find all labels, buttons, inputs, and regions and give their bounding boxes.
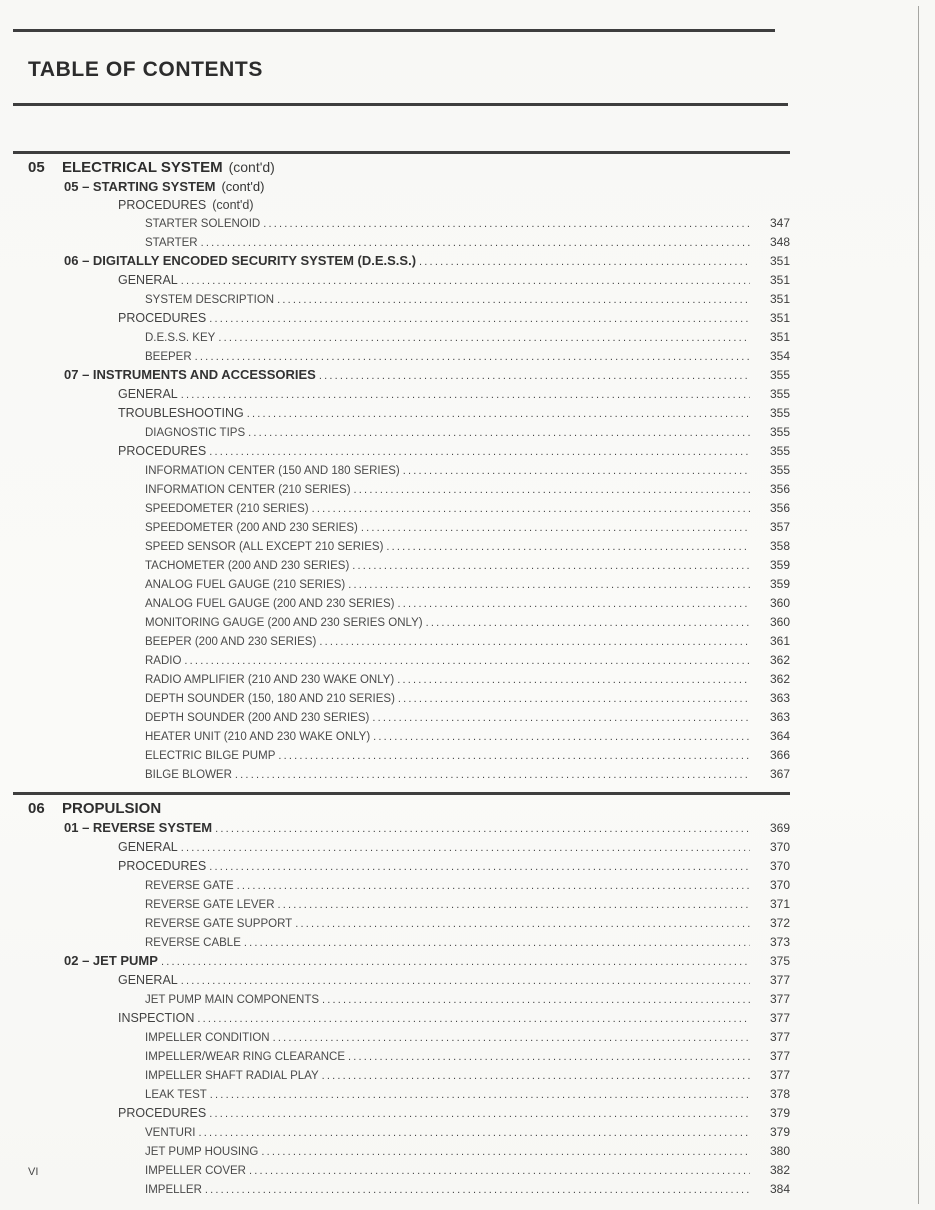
dot-leader [372, 709, 750, 727]
entry-label: REVERSE GATE [145, 880, 234, 892]
entry-page-number: 367 [769, 767, 790, 781]
dot-leader [181, 972, 750, 990]
dot-leader [322, 991, 750, 1009]
entry-label: REVERSE CABLE [145, 937, 241, 949]
entry-page-number: 356 [769, 482, 790, 496]
chapter-title: ELECTRICAL SYSTEM [62, 159, 223, 176]
entry-page-number: 358 [769, 539, 790, 553]
entry-page-number: 377 [769, 1049, 790, 1063]
entry-page-number: 384 [769, 1182, 790, 1196]
entry-page-number: 362 [769, 672, 790, 686]
dot-leader [218, 329, 750, 347]
entry-page-number: 359 [769, 558, 790, 572]
entry-suffix: (cont'd) [221, 179, 265, 194]
entry-label: INSPECTION [118, 1011, 195, 1025]
toc-entry [118, 196, 790, 214]
toc-entry [145, 290, 790, 309]
entry-label: ANALOG FUEL GAUGE (210 SERIES) [145, 579, 346, 591]
toc-entry [145, 914, 790, 933]
dot-leader [403, 462, 750, 480]
toc-entry [145, 670, 790, 689]
entry-page-number: 355 [769, 425, 790, 439]
dot-leader [181, 272, 750, 290]
toc-entry [145, 990, 790, 1009]
entry-page-number: 351 [769, 330, 790, 344]
dot-leader [209, 310, 750, 328]
chapter-divider-rule [13, 151, 790, 154]
toc-entry [145, 613, 790, 632]
toc-entry [145, 746, 790, 765]
toc-entry [64, 952, 790, 971]
entry-label: SPEEDOMETER (210 SERIES) [145, 503, 309, 515]
toc-entry [118, 1104, 790, 1123]
dot-leader [295, 915, 750, 933]
entry-page-number: 356 [769, 501, 790, 515]
dot-leader [398, 690, 750, 708]
toc-chapter-row [13, 798, 790, 819]
dot-leader [397, 671, 750, 689]
dot-leader [181, 386, 750, 404]
toc-entry [118, 857, 790, 876]
dot-leader [201, 234, 750, 252]
entry-page-number: 372 [769, 916, 790, 930]
entry-page-number: 357 [769, 520, 790, 534]
entry-label: VENTURI [145, 1127, 196, 1139]
entry-page-number: 380 [769, 1144, 790, 1158]
chapter-title: PROPULSION [62, 800, 162, 817]
top-rule [13, 29, 775, 32]
toc-entry [145, 347, 790, 366]
entry-label: GENERAL [118, 273, 178, 287]
dot-leader [348, 1048, 750, 1066]
entry-page-number: 354 [769, 349, 790, 363]
entry-label: SYSTEM DESCRIPTION [145, 294, 275, 306]
entry-page-number: 355 [769, 463, 790, 477]
dot-leader [181, 839, 750, 857]
toc-entry [145, 594, 790, 613]
dot-leader [354, 481, 750, 499]
toc-entry [145, 1085, 790, 1104]
dot-leader [348, 576, 750, 594]
entry-label: ANALOG FUEL GAUGE (200 AND 230 SERIES) [145, 598, 395, 610]
entry-page-number: 377 [769, 973, 790, 987]
dot-leader [184, 652, 750, 670]
toc-entry [64, 252, 790, 271]
dot-leader [278, 747, 750, 765]
toc-entry [118, 385, 790, 404]
entry-label: TACHOMETER (200 AND 230 SERIES) [145, 560, 350, 572]
entry-page-number: 363 [769, 710, 790, 724]
dot-leader [419, 253, 750, 271]
toc-entry [64, 819, 790, 838]
entry-label: PROCEDURES [118, 859, 207, 873]
dot-leader [277, 291, 750, 309]
entry-label: BEEPER (200 AND 230 SERIES) [145, 636, 317, 648]
toc-entry [145, 1142, 790, 1161]
toc-entry [145, 499, 790, 518]
entry-label: JET PUMP MAIN COMPONENTS [145, 994, 320, 1006]
entry-label: LEAK TEST [145, 1089, 207, 1101]
entry-page-number: 355 [769, 368, 790, 382]
toc-entry [64, 178, 790, 196]
entry-page-number: 347 [769, 216, 790, 230]
entry-label: JET PUMP HOUSING [145, 1146, 259, 1158]
dot-leader [247, 405, 750, 423]
entry-page-number: 379 [769, 1125, 790, 1139]
entry-label: SPEEDOMETER (200 AND 230 SERIES) [145, 522, 358, 534]
entry-label: DEPTH SOUNDER (200 AND 230 SERIES) [145, 712, 370, 724]
entry-page-number: 351 [769, 311, 790, 325]
entry-label: HEATER UNIT (210 AND 230 WAKE ONLY) [145, 731, 371, 743]
entry-label: INFORMATION CENTER (210 SERIES) [145, 484, 351, 496]
folio-page-number: VI [28, 1166, 39, 1178]
dot-leader [319, 367, 750, 385]
entry-page-number: 361 [769, 634, 790, 648]
entry-page-number: 370 [769, 878, 790, 892]
entry-page-number: 359 [769, 577, 790, 591]
entry-label: PROCEDURES [118, 444, 207, 458]
entry-label: MONITORING GAUGE (200 AND 230 SERIES ONLY) [145, 617, 423, 629]
entry-page-number: 370 [769, 840, 790, 854]
entry-label: INFORMATION CENTER (150 AND 180 SERIES) [145, 465, 400, 477]
entry-page-number: 363 [769, 691, 790, 705]
entry-label: IMPELLER CONDITION [145, 1032, 270, 1044]
toc-entry [145, 876, 790, 895]
chapter-number: 05 [28, 159, 45, 176]
toc-entry [145, 575, 790, 594]
dot-leader [261, 1143, 750, 1161]
entry-label: DEPTH SOUNDER (150, 180 AND 210 SERIES) [145, 693, 395, 705]
chapter-divider-rule [13, 792, 790, 795]
entry-label: RADIO AMPLIFIER (210 AND 230 WAKE ONLY) [145, 674, 395, 686]
entry-page-number: 355 [769, 444, 790, 458]
entry-label: PROCEDURES [118, 1106, 207, 1120]
dot-leader [237, 877, 750, 895]
toc-entry [145, 1066, 790, 1085]
entry-page-number: 377 [769, 1068, 790, 1082]
toc-entry [145, 480, 790, 499]
entry-page-number: 360 [769, 596, 790, 610]
dot-leader [209, 443, 750, 461]
entry-label: GENERAL [118, 840, 178, 854]
toc-entry [118, 404, 790, 423]
entry-page-number: 348 [769, 235, 790, 249]
dot-leader [426, 614, 750, 632]
entry-label: ELECTRIC BILGE PUMP [145, 750, 276, 762]
entry-page-number: 382 [769, 1163, 790, 1177]
dot-leader [319, 633, 750, 651]
dot-leader [312, 500, 750, 518]
toc-chapter-row [13, 157, 790, 178]
entry-label: REVERSE GATE SUPPORT [145, 918, 293, 930]
entry-page-number: 378 [769, 1087, 790, 1101]
entry-label: PROCEDURES [118, 311, 207, 325]
toc-entry [118, 1009, 790, 1028]
dot-leader [161, 953, 750, 971]
dot-leader [322, 1067, 750, 1085]
toc-entry [145, 461, 790, 480]
dot-leader [198, 1124, 750, 1142]
entry-page-number: 351 [769, 273, 790, 287]
entry-page-number: 369 [769, 821, 790, 835]
entry-page-number: 377 [769, 1030, 790, 1044]
toc-entry [145, 537, 790, 556]
scan-page-edge-line [918, 6, 919, 1204]
page-title: TABLE OF CONTENTS [28, 58, 263, 81]
dot-leader [361, 519, 750, 537]
toc-entry [145, 1047, 790, 1066]
entry-page-number: 360 [769, 615, 790, 629]
toc-entry [145, 895, 790, 914]
entry-label: IMPELLER COVER [145, 1165, 246, 1177]
entry-label: 06 – DIGITALLY ENCODED SECURITY SYSTEM (D.E.S.S.) [64, 253, 417, 268]
dot-leader [352, 557, 750, 575]
toc-entry [64, 366, 790, 385]
dot-leader [249, 1162, 750, 1180]
toc-entry [145, 689, 790, 708]
toc-entry [118, 271, 790, 290]
toc-entry [145, 328, 790, 347]
entry-label: STARTER [145, 237, 198, 249]
entry-label: 05 – STARTING SYSTEM [64, 179, 216, 194]
entry-page-number: 377 [769, 992, 790, 1006]
dot-leader [209, 1105, 750, 1123]
toc-entry [145, 214, 790, 233]
entry-page-number: 373 [769, 935, 790, 949]
dot-leader [248, 424, 750, 442]
chapter-suffix: (cont'd) [228, 159, 275, 175]
toc-entry [145, 1123, 790, 1142]
entry-page-number: 379 [769, 1106, 790, 1120]
toc-entry [145, 518, 790, 537]
toc-entry [145, 632, 790, 651]
toc-entry [118, 971, 790, 990]
dot-leader [263, 215, 750, 233]
toc-entry [118, 442, 790, 461]
dot-leader [205, 1181, 750, 1199]
entry-label: D.E.S.S. KEY [145, 332, 216, 344]
entry-label: PROCEDURES [118, 198, 207, 212]
dot-leader [278, 896, 750, 914]
entry-page-number: 351 [769, 292, 790, 306]
entry-page-number: 366 [769, 748, 790, 762]
toc-entry [145, 727, 790, 746]
dot-leader [209, 858, 750, 876]
entry-page-number: 364 [769, 729, 790, 743]
toc-entry [145, 423, 790, 442]
entry-suffix: (cont'd) [212, 198, 254, 212]
dot-leader [397, 595, 750, 613]
toc-entry [118, 838, 790, 857]
entry-label: IMPELLER/WEAR RING CLEARANCE [145, 1051, 346, 1063]
toc-entry [145, 708, 790, 727]
entry-page-number: 375 [769, 954, 790, 968]
toc-entry [145, 651, 790, 670]
toc-list [13, 151, 790, 1199]
dot-leader [210, 1086, 750, 1104]
entry-label: DIAGNOSTIC TIPS [145, 427, 246, 439]
toc-entry [145, 556, 790, 575]
entry-page-number: 370 [769, 859, 790, 873]
toc-entry [145, 765, 790, 784]
toc-entry [145, 1028, 790, 1047]
entry-label: 07 – INSTRUMENTS AND ACCESSORIES [64, 367, 316, 382]
entry-label: TROUBLESHOOTING [118, 406, 244, 420]
title-underline-rule [13, 103, 788, 106]
entry-label: REVERSE GATE LEVER [145, 899, 275, 911]
dot-leader [273, 1029, 750, 1047]
entry-label: 01 – REVERSE SYSTEM [64, 820, 213, 835]
toc-entry [145, 1180, 790, 1199]
toc-entry [118, 309, 790, 328]
entry-page-number: 371 [769, 897, 790, 911]
entry-label: SPEED SENSOR (ALL EXCEPT 210 SERIES) [145, 541, 384, 553]
entry-label: IMPELLER [145, 1184, 202, 1196]
entry-label: GENERAL [118, 973, 178, 987]
entry-label: STARTER SOLENOID [145, 218, 261, 230]
dot-leader [197, 1010, 750, 1028]
entry-label: BEEPER [145, 351, 192, 363]
dot-leader [235, 766, 750, 784]
dot-leader [386, 538, 750, 556]
dot-leader [373, 728, 750, 746]
entry-label: BILGE BLOWER [145, 769, 232, 781]
toc-entry [145, 933, 790, 952]
toc-entry [145, 233, 790, 252]
entry-label: RADIO [145, 655, 182, 667]
entry-label: IMPELLER SHAFT RADIAL PLAY [145, 1070, 319, 1082]
entry-label: 02 – JET PUMP [64, 953, 158, 968]
entry-page-number: 355 [769, 387, 790, 401]
dot-leader [215, 820, 750, 838]
entry-page-number: 351 [769, 254, 790, 268]
entry-label: GENERAL [118, 387, 178, 401]
entry-page-number: 377 [769, 1011, 790, 1025]
dot-leader [195, 348, 750, 366]
entry-page-number: 362 [769, 653, 790, 667]
toc-entry [145, 1161, 790, 1180]
dot-leader [244, 934, 750, 952]
entry-page-number: 355 [769, 406, 790, 420]
chapter-number: 06 [28, 800, 45, 817]
